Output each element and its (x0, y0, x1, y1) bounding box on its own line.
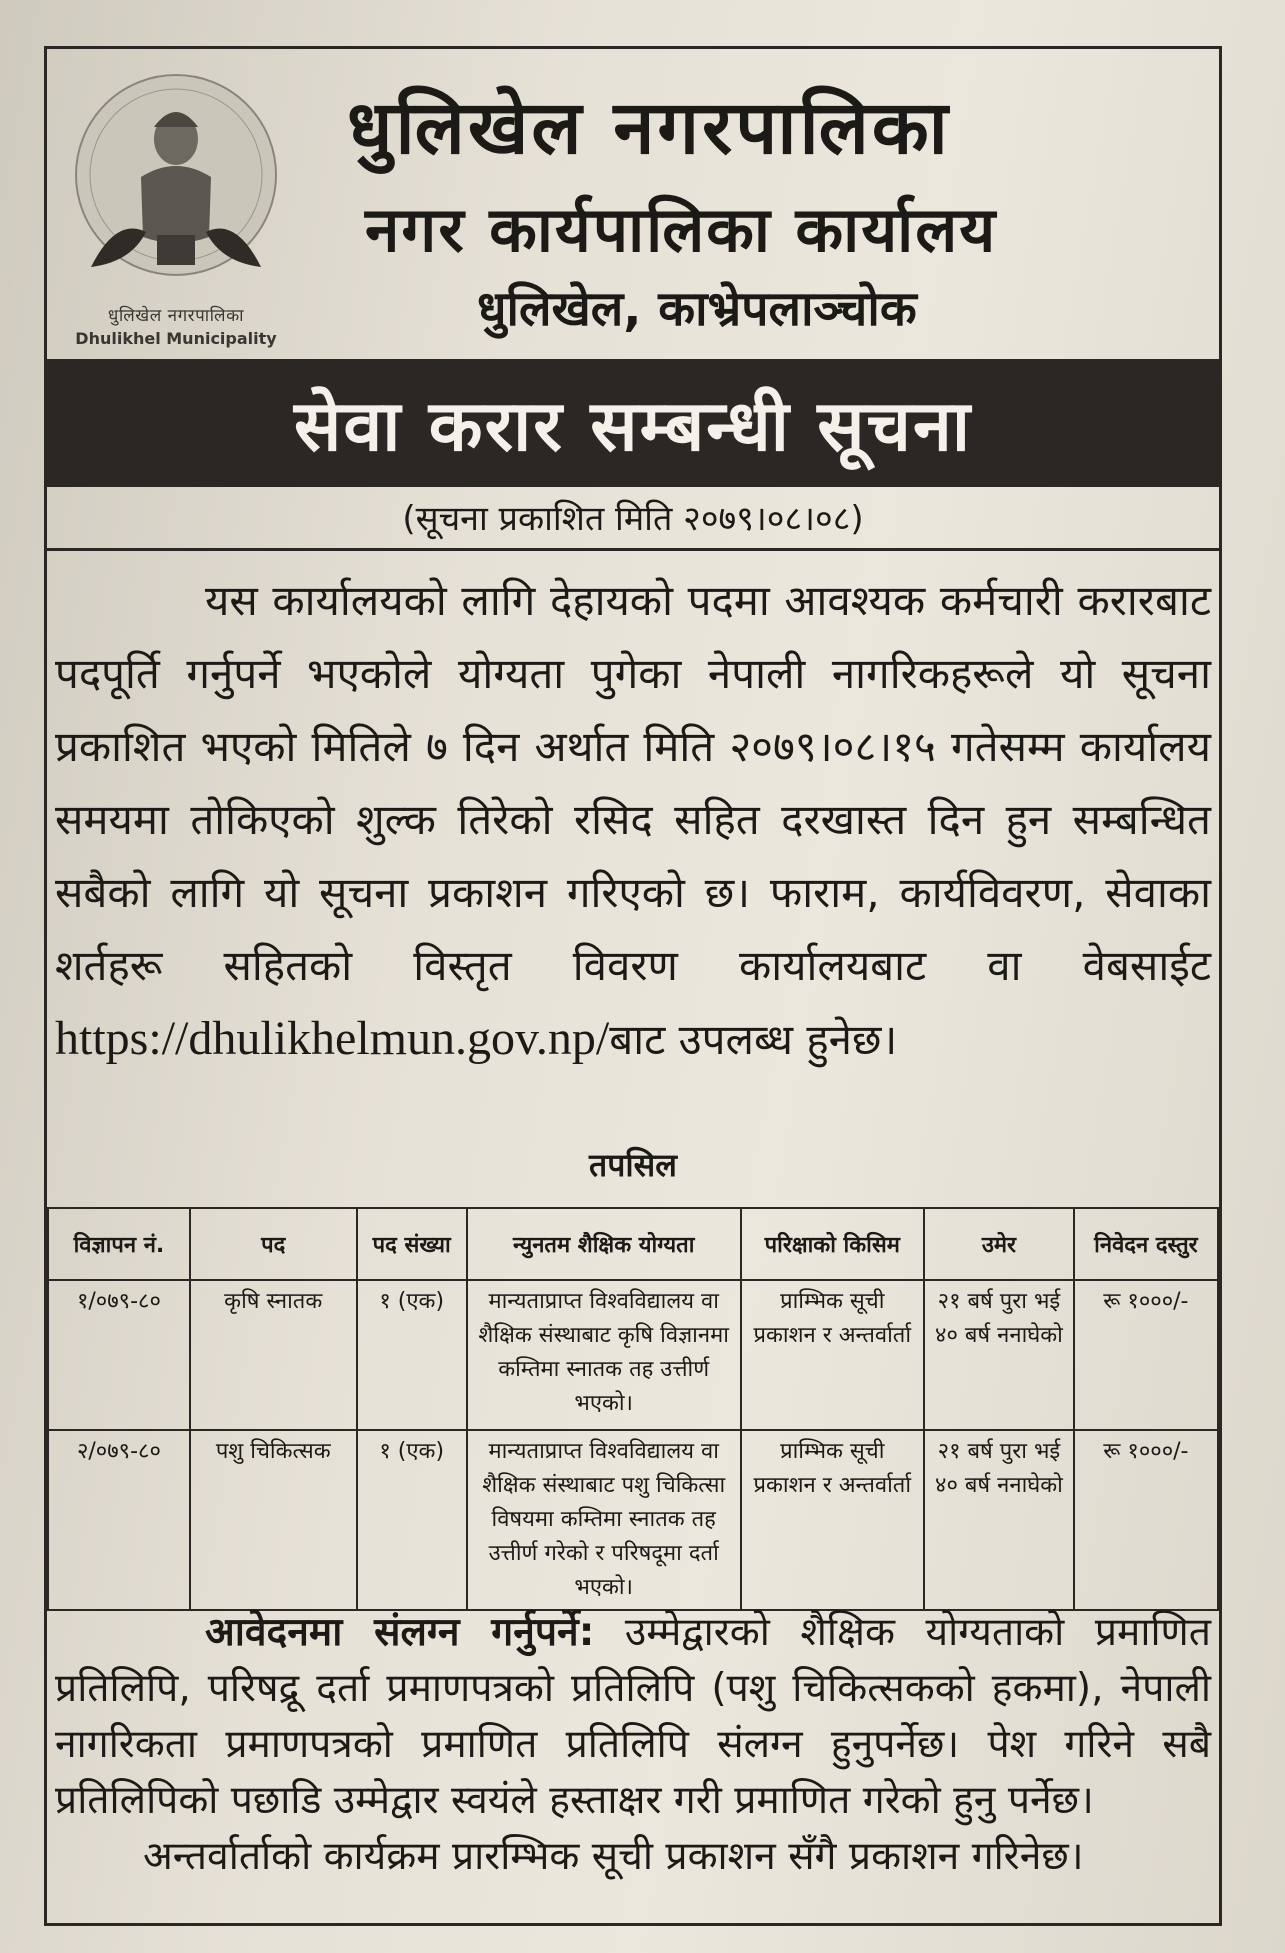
cell-post: कृषि स्नातक (190, 1280, 357, 1430)
cell-exam: प्राम्भिक सूची प्रकाशन र अन्तर्वार्ता (741, 1280, 925, 1430)
attachments-section (55, 1605, 1211, 1885)
col-exam: परिक्षाको किसिम (741, 1208, 925, 1280)
col-post: पद (190, 1208, 357, 1280)
vacancy-table (47, 1207, 1219, 1611)
cell-post: पशु चिकित्सक (190, 1430, 357, 1610)
website-link[interactable]: https://dhulikhelmun.gov.np/ (55, 1012, 610, 1065)
banner-title: सेवा करार सम्बन्धी सूचना (294, 385, 972, 467)
municipality-logo (61, 67, 291, 347)
col-fee: निवेदन दस्तुर (1074, 1208, 1218, 1280)
notice-body (55, 564, 1211, 1076)
cell-exam: प्राम्भिक सूची प्रकाशन र अन्तर्वार्ता (741, 1430, 925, 1610)
col-ad-no: विज्ञापन नं. (48, 1208, 190, 1280)
deity-emblem-icon (61, 67, 291, 297)
office-title: नगर कार्यपालिका कार्यालय (365, 193, 998, 266)
municipality-title: धुलिखेल नगरपालिका (347, 85, 951, 171)
interview-note: अन्तर्वार्ताको कार्यक्रम प्रारम्भिक सूची प्रकाशन सँगै प्रकाशन गरिनेछ। (143, 1834, 1084, 1879)
attachments-text: उम्मेद्वारको शैक्षिक योग्यताको प्रमाणित प्रतिलिपि, परिषद्रू दर्ता प्रमाणपत्रको प्रतिलिपि (पशु चिकित्सकको हकमा), नेपाली नागरिकता प्रमाणपत्रको प्रमाणित प्रतिलिपि संलग्न हुनुपर्नेछ। पेश गरिने सबै प्रतिलिपिको पछाडि उम्मेद्वार स्वयंले हस्ताक्षर गरी प्रमाणित गरेको हुनु पर्नेछ। (55, 1610, 1211, 1823)
notice-url-suffix: बाट उपलब्ध हुनेछ। (609, 1015, 898, 1064)
cell-fee: रू १०००/- (1074, 1430, 1218, 1610)
notice-header (47, 49, 1219, 359)
cell-ad-no: १/०७९-८० (48, 1280, 190, 1430)
table-row (48, 1280, 1218, 1430)
notice-text: यस कार्यालयको लागि देहायको पदमा आवश्यक कर्मचारी करारबाट पदपूर्ति गर्नुपर्ने भएकोले योग्यता पुगेका नेपाली नागरिकहरूले यो सूचना प्रकाशित भएको मितिले ७ दिन अर्थात मिति २०७९।०८।१५ गतेसम्म कार्यालय समयमा तोकिएको शुल्क तिरेको रसिद सहित दरखास्त दिन हुन सम्बन्धित सबैको लागि यो सूचना प्रकाशन गरिएको छ। फाराम, कार्यविवरण, सेवाका शर्तहरू सहितको विस्तृत विवरण कार्यालयबाट वा वेबसाईट (55, 576, 1211, 990)
cell-count: १ (एक) (357, 1280, 467, 1430)
col-qualification: न्युनतम शैक्षिक योग्यता (467, 1208, 741, 1280)
cell-fee: रू १०००/- (1074, 1280, 1218, 1430)
publication-date: (सूचना प्रकाशित मिति २०७९।०८।०८) (47, 487, 1219, 551)
notice-frame (44, 46, 1222, 1926)
notice-paragraph (55, 564, 1211, 1076)
cell-ad-no: २/०७९-८० (48, 1430, 190, 1610)
logo-caption-nepali: धुलिखेल नगरपालिका (107, 306, 245, 326)
cell-qualification: मान्यताप्राप्त विश्वविद्यालय वा शैक्षिक संस्थाबाट कृषि विज्ञानमा कम्तिमा स्नातक तह उत्तीर्ण भएको। (467, 1280, 741, 1430)
table-row (48, 1430, 1218, 1610)
cell-qualification: मान्यताप्राप्त विश्वविद्यालय वा शैक्षिक संस्थाबाट पशु चिकित्सा विषयमा कम्तिमा स्नातक तह उत्तीर्ण गरेको र परिषदूमा दर्ता भएको। (467, 1430, 741, 1610)
notice-banner (47, 359, 1219, 487)
cell-count: १ (एक) (357, 1430, 467, 1610)
details-title: तपसिल (588, 1146, 678, 1184)
logo-caption-english: Dhulikhel Municipality (75, 329, 277, 348)
office-address: धुलिखेल, काभ्रेपलाञ्चोक (477, 281, 917, 337)
attachments-label: आवेदनमा संलग्न गर्नुपर्ने: (205, 1610, 595, 1655)
cell-age: २१ बर्ष पुरा भई ४० बर्ष ननाघेको (924, 1430, 1074, 1610)
col-age: उमेर (924, 1208, 1074, 1280)
col-count: पद संख्या (357, 1208, 467, 1280)
cell-age: २१ बर्ष पुरा भई ४० बर्ष ननाघेको (924, 1280, 1074, 1430)
attachments-paragraph (55, 1605, 1211, 1829)
table-header-row (48, 1208, 1218, 1280)
